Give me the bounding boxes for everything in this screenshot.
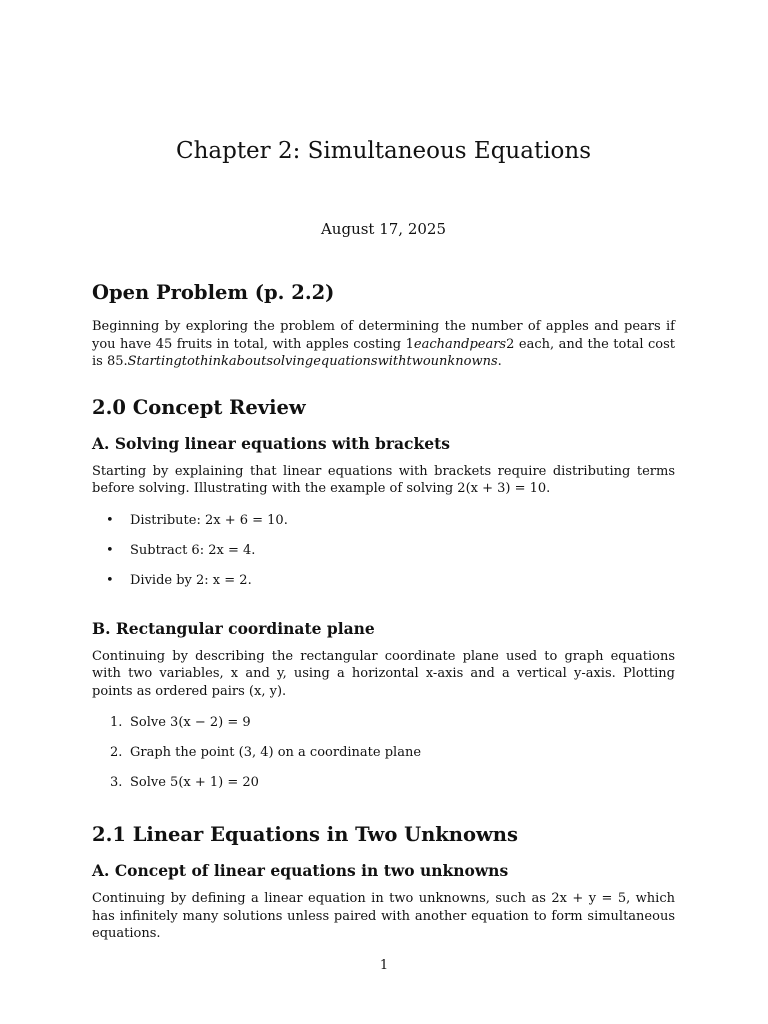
page-number: 1 [379,958,389,973]
list-number: 2. [110,745,123,760]
open-problem-text-b: eachandpears [413,336,507,352]
subsection-heading-concept-two-unknowns: A. Concept of linear equations in two unknowns [92,861,509,880]
section-heading-concept-review: 2.0 Concept Review [92,395,306,419]
subsection-heading-brackets: A. Solving linear equations with brackets [92,433,450,453]
coordinate-plane-paragraph: Continuing by describing the rectangular coordinate plane used to graph equations with two variables, x and y, using a horizontal x-axis and a vertical y-axis. Plotting points as ordered pairs (x, y). [92,648,675,699]
list-item: 2. Graph the point (3, 4) on a coordinate plane [110,745,422,760]
open-problem-text-c: 2 each, and the total cost is 85. [92,336,675,369]
document-title: Chapter 2: Simultaneous Equations [175,138,592,164]
brackets-steps-list [92,512,675,590]
open-problem-text-a: Beginning by exploring the problem of determining the number of apples and pears if you have 45 fruits in total, with apples costing 1 [92,319,675,352]
list-item: 3. Solve 5(x + 1) = 20 [110,775,259,790]
coordinate-plane-exercise-list [92,714,675,792]
list-item: • Subtract 6: 2x = 4. [106,542,256,558]
list-number: 1. [110,715,123,730]
open-problem-text-e: . [497,354,502,369]
two-unknowns-paragraph: Continuing by defining a linear equation in two unknowns, such as 2x + y = 5, which has infinitely many solutions unless paired with another equation to form simultaneous equations. [92,891,675,941]
open-problem-text-d: Startingtothinkaboutsolvingequationswithtwounknowns [127,354,498,369]
list-number: 3. [110,775,123,790]
bullet-icon: • [106,542,114,558]
subsection-heading-coordinate-plane: B. Rectangular coordinate plane [92,618,375,638]
open-problem-paragraph [92,318,675,371]
bullet-icon: • [106,572,114,588]
section-heading-open-problem: Open Problem (p. 2.2) [92,281,335,304]
document-body [92,278,675,943]
section-heading-linear-two-unknowns: 2.1 Linear Equations in Two Unknowns [92,823,518,846]
document-date: August 17, 2025 [320,220,447,238]
list-item: 1. Solve 3(x − 2) = 9 [110,715,251,730]
list-item: • Divide by 2: x = 2. [106,572,252,588]
brackets-paragraph: Starting by explaining that linear equations with brackets require distributing terms before solving. Illustrating with the example of solving 2(x + 3) = 10. [92,463,675,496]
bullet-icon: • [106,512,114,528]
list-item: • Distribute: 2x + 6 = 10. [106,512,288,528]
